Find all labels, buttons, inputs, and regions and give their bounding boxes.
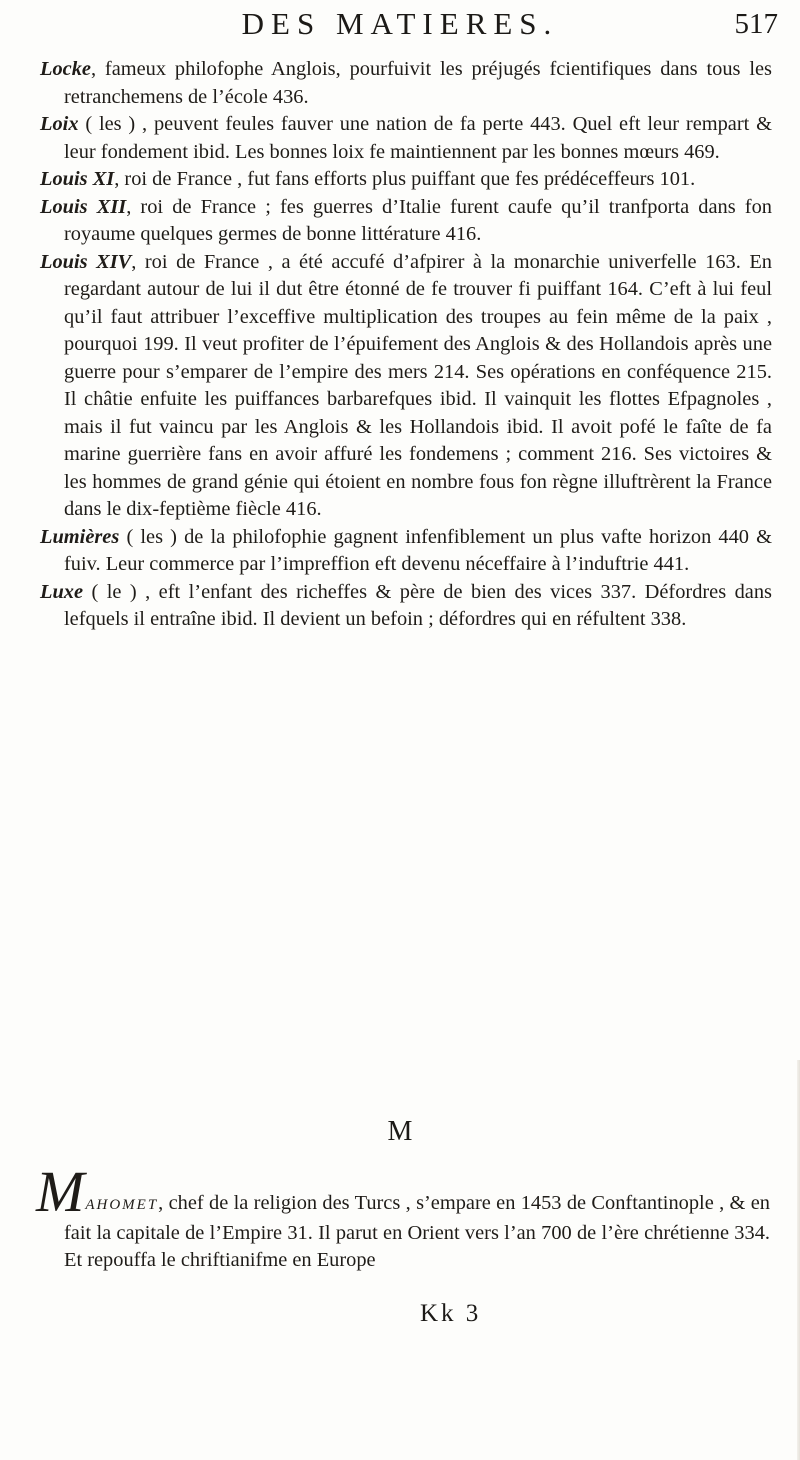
entry-text: , roi de France , a été accufé d’afpirer à la monarchie univerfelle 163. En regardant autour de lui il dut être étonné de fe trouver fi puiffant 164. C’eft à lui feul qu’il faut attribuer l’exceffive multiplication des troupes au fein même de la paix , pourquoi 199. Il veut profiter de l’épuifement des Anglois & des Hollandois après une guerre pour s’emparer de l’empire des mers 214. Ses opérations en conféquence 215. Il châtie enfuite les puiffances barbarefques ibid. Il vainquit les flottes Efpagnoles , mais il fut vaincu par les Anglois & les Hollandois ibid. Il avoit pofé le faîte de fa marine guerrière fans en avoir affuré les fondemens ; comment 216. Ses victoires & les hommes de grand génie qui étoient en nombre fous fon règne illuftrèrent la France dans le dix-feptième fiècle 416. xyxy=(64,250,772,520)
index-entry-loix xyxy=(40,111,772,166)
drop-cap: M xyxy=(36,1159,85,1225)
entry-text: , roi de France ; fes guerres d’Italie furent caufe qu’il tranfporta dans fon royaume quelques germes de bonne littérature 416. xyxy=(64,195,772,245)
entry-term: Louis XII xyxy=(40,195,127,218)
entry-text: , chef de la religion des Turcs , s’empare en 1453 de Conftantinople , & en fait la capitale de l’Empire 31. Il parut en Orient vers l’an 700 de l’ère chrétienne 334. Et repouffa le chriftianifme en Europe xyxy=(64,1192,770,1272)
index-entry-luxe xyxy=(40,579,772,634)
section-heading-letter: M xyxy=(387,1116,413,1147)
index-entry-louis-xii xyxy=(40,194,772,249)
entry-text: , roi de France , fut fans efforts plus puiffant que fes prédéceffeurs 101. xyxy=(114,168,696,190)
running-head xyxy=(60,6,780,50)
entry-text: ( le ) , eft l’enfant des richeffes & père de bien des vices 337. Défordres dans lefquels il entraîne ibid. Il devient un befoin ; défordres qui en réfultent 338. xyxy=(64,580,772,630)
page-number: 517 xyxy=(734,8,778,40)
signature-mark: Kk 3 xyxy=(420,1300,482,1327)
entry-text: , fameux philofophe Anglois, pourfuivit les préjugés fcientifiques dans tous les retranchemens de l’école 436. xyxy=(64,58,772,108)
entry-term: Locke xyxy=(40,58,91,80)
entry-term: AHOMET xyxy=(85,1197,159,1214)
entry-text: ( les ) de la philofophie gagnent infenfiblement un plus vafte horizon 440 & fuiv. Leur commerce par l’impreffion eft devenu néceffaire à l’induftrie 441. xyxy=(64,525,772,575)
entry-term: Louis XI xyxy=(40,168,115,190)
entry-term: Luxe xyxy=(40,580,84,603)
running-title: DES MATIERES. xyxy=(241,6,559,41)
index-entry-louis-xiv xyxy=(40,249,772,524)
index-entries xyxy=(40,56,772,634)
index-entry-lumieres xyxy=(40,524,772,579)
entry-term: Louis XIV xyxy=(40,250,132,273)
index-entry-mahomet xyxy=(36,1159,770,1275)
index-entry-locke xyxy=(40,56,772,111)
entry-term: Lumières xyxy=(40,525,120,548)
entry-text: ( les ) , peuvent feules fauver une nation de fa perte 443. Quel eft leur rempart & leur fondement ibid. Les bonnes loix fe maintiennent par les bonnes mœurs 469. xyxy=(64,113,772,163)
index-entry-louis-xi xyxy=(40,166,772,194)
entry-term: Loix xyxy=(40,113,79,135)
